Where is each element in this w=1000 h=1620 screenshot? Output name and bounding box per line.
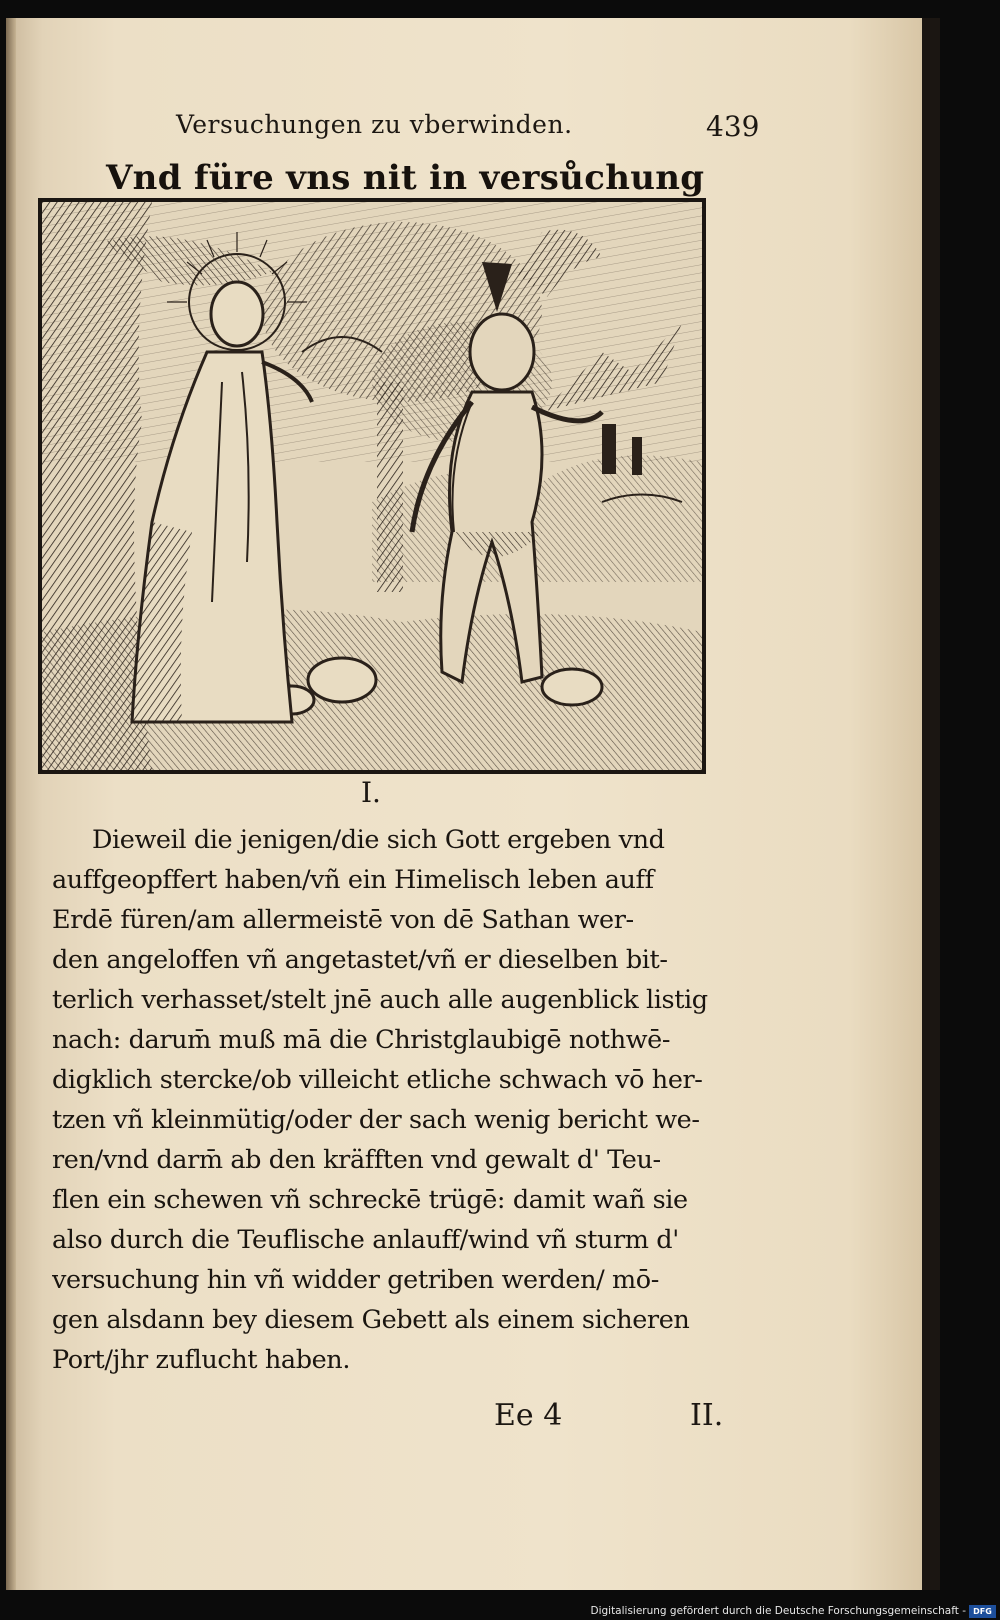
text-line: den angeloffen vñ angetastet/vñ er dieselben bit- xyxy=(52,945,668,975)
digitization-credit: Digitalisierung gefördert durch die Deutsche Forschungsgemeinschaft - xyxy=(590,1605,966,1617)
text-line: digklich stercke/ob villeicht etliche schwach vō her- xyxy=(52,1065,703,1095)
page-number: 439 xyxy=(706,110,760,143)
book-page xyxy=(6,18,940,1590)
text-line: nach: darum̄ muß mā die Christglaubigē nothwē- xyxy=(52,1025,671,1055)
text-line: gen alsdann bey diesem Gebett als einem sicheren xyxy=(52,1305,690,1335)
dfg-logo-icon[interactable]: DFG xyxy=(969,1605,996,1618)
text-line: versuchung hin vñ widder getriben werden/ mō- xyxy=(52,1265,659,1295)
text-line: auffgeopffert haben/vñ ein Himelisch leben auff xyxy=(52,865,654,895)
text-line: flen ein schewen vñ schreckē trügē: damit wañ sie xyxy=(52,1185,688,1215)
woodcut-image xyxy=(42,202,702,770)
woodcut-illustration xyxy=(38,198,706,774)
text-line: Erdē füren/am allermeistē von dē Sathan wer- xyxy=(52,905,634,935)
text-line: ren/vnd darm̄ ab den kräfften vnd gewalt d' Teu- xyxy=(52,1145,661,1175)
body-paragraph xyxy=(52,820,752,1380)
signature-mark: Ee 4 xyxy=(494,1398,563,1433)
catchword: II. xyxy=(690,1398,724,1433)
text-line: terlich verhasset/stelt jnē auch alle augenblick listig xyxy=(52,985,708,1015)
chapter-title: Vnd füre vns nit in versůchung xyxy=(106,158,705,198)
text-line: Port/jhr zuflucht haben. xyxy=(52,1345,351,1375)
text-line: also durch die Teuflische anlauff/wind vñ sturm d' xyxy=(52,1225,679,1255)
text-line: Dieweil die jenigen/die sich Gott ergeben vnd xyxy=(92,825,665,855)
running-head: Versuchungen zu vberwinden. xyxy=(176,110,573,139)
text-line: tzen vñ kleinmütig/oder der sach wenig bericht we- xyxy=(52,1105,700,1135)
section-number: I. xyxy=(361,776,381,809)
